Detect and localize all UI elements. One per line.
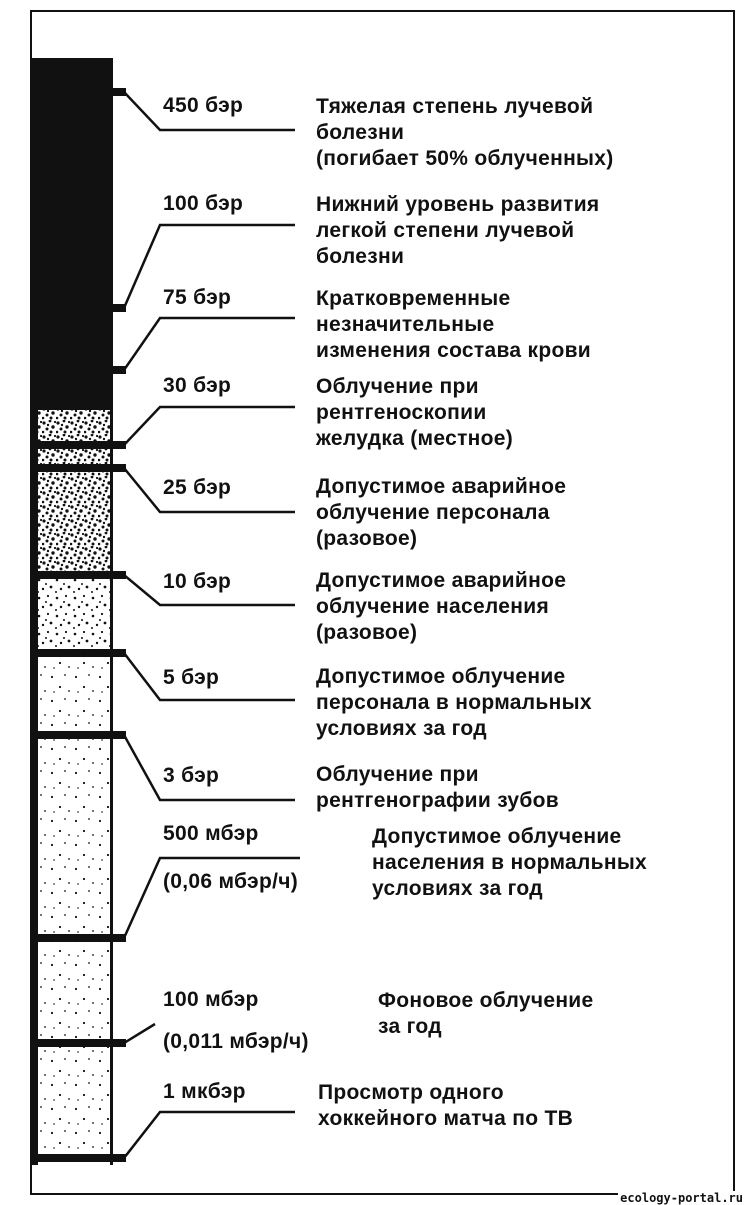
dose-value: 100 бэр <box>163 192 244 215</box>
description-line: рентгеноскопии <box>316 401 487 424</box>
description-line: Допустимое аварийное <box>316 475 567 498</box>
description-line: хоккейного матча по ТВ <box>318 1107 574 1130</box>
dose-value: 25 бэр <box>163 476 232 499</box>
dose-value: 100 мбэр <box>163 988 259 1011</box>
dose-value: 3 бэр <box>163 764 220 787</box>
dose-description <box>316 474 566 552</box>
description-line: условиях за год <box>316 717 487 740</box>
description-line: Тяжелая степень лучевой <box>316 95 594 118</box>
description-line: (разовое) <box>316 621 418 644</box>
dose-description <box>316 664 592 742</box>
dose-rate: (0,06 мбэр/ч) <box>163 870 298 893</box>
column-left-border <box>30 58 38 1165</box>
description-line: незначительные <box>316 313 495 336</box>
dose-description <box>316 374 513 452</box>
leader-line-9 <box>124 1024 155 1043</box>
dose-description <box>316 94 614 172</box>
dose-tick-1 <box>30 304 126 312</box>
dose-description <box>316 192 599 270</box>
dose-description <box>372 824 647 902</box>
description-line: Облучение при <box>316 763 479 786</box>
description-line: населения в нормальных <box>372 851 648 874</box>
description-line: изменения состава крови <box>316 339 591 362</box>
dose-tick-5 <box>30 571 126 579</box>
dose-value: 500 мбэр <box>163 822 259 845</box>
dose-tick-3 <box>30 441 126 449</box>
description-line: Облучение при <box>316 375 479 398</box>
dose-tick-4 <box>30 464 126 472</box>
dose-value: 10 бэр <box>163 570 232 593</box>
description-line: за год <box>378 1015 442 1038</box>
column-segment-dense-speckled <box>36 480 112 575</box>
dose-column <box>30 58 113 1165</box>
description-line: легкой степени лучевой <box>316 219 575 242</box>
watermark: ecology-portal.ru <box>620 1191 743 1205</box>
dose-description <box>316 762 559 814</box>
description-line: Просмотр одного <box>318 1081 504 1104</box>
leader-line-10 <box>124 1112 295 1158</box>
description-line: болезни <box>316 245 405 268</box>
leader-line-3 <box>124 407 295 445</box>
description-line: Кратковременные <box>316 287 511 310</box>
dose-description <box>316 286 591 364</box>
description-line: Допустимое облучение <box>372 825 622 848</box>
column-segment-medium-speckled <box>36 575 112 655</box>
description-line: (погибает 50% облученных) <box>316 147 614 170</box>
dose-value: 1 мкбэр <box>163 1080 246 1103</box>
description-line: Фоновое облучение <box>378 989 594 1012</box>
column-segment-black <box>36 58 112 410</box>
description-line: облучение населения <box>316 595 550 618</box>
description-line: условиях за год <box>372 877 543 900</box>
dose-description <box>318 1080 573 1132</box>
dose-value: 450 бэр <box>163 94 244 117</box>
description-line: Допустимое облучение <box>316 665 566 688</box>
dose-tick-10 <box>30 1154 126 1162</box>
dose-tick-8 <box>30 934 126 942</box>
dose-tick-2 <box>30 366 126 374</box>
description-line: облучение персонала <box>316 501 550 524</box>
dose-value: 75 бэр <box>163 286 232 309</box>
dose-description <box>378 988 594 1040</box>
dose-tick-7 <box>30 731 126 739</box>
dose-tick-0 <box>30 88 126 96</box>
description-line: персонала в нормальных <box>316 691 592 714</box>
dose-description <box>316 568 566 646</box>
dose-tick-6 <box>30 649 126 657</box>
description-line: Нижний уровень развития <box>316 193 600 216</box>
dose-value: 5 бэр <box>163 666 220 689</box>
dose-tick-9 <box>30 1039 126 1047</box>
dose-value: 30 бэр <box>163 374 232 397</box>
description-line: (разовое) <box>316 527 418 550</box>
description-line: Допустимое аварийное <box>316 569 567 592</box>
column-right-border <box>110 58 113 1165</box>
leader-line-2 <box>124 318 295 370</box>
description-line: желудка (местное) <box>316 427 514 450</box>
description-line: рентгенографии зубов <box>316 789 559 812</box>
dose-rate: (0,011 мбэр/ч) <box>163 1030 309 1053</box>
description-line: болезни <box>316 121 405 144</box>
